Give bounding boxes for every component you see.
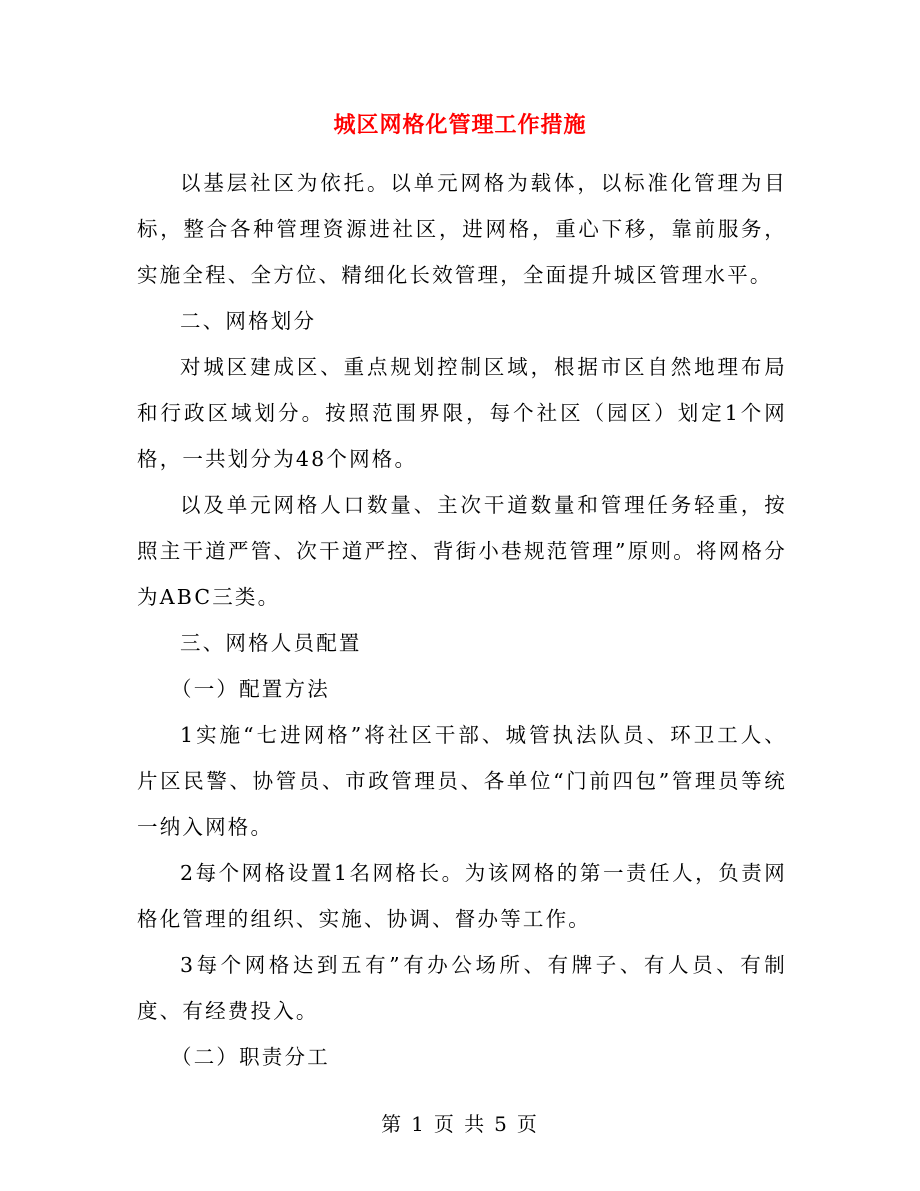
document-body xyxy=(137,160,787,1080)
heading-grid-division: 二、网格划分 xyxy=(180,309,317,333)
paragraph-grid-classification: 以及单元网格人口数量、主次干道数量和管理任务轻重，按照主干道严管、次干道严控、背街小巷规范管理”原则。将网格分为ABC三类。 xyxy=(137,493,787,609)
paragraph-item-2: 2每个网格设置1名网格长。为该网格的第一责任人，负责网格化管理的组织、实施、协调、督办等工作。 xyxy=(137,861,787,931)
paragraph-item-3: 3每个网格达到五有”有办公场所、有牌子、有人员、有制度、有经费投入。 xyxy=(137,953,787,1023)
footer-total-pages: 5 xyxy=(494,1112,509,1136)
footer-suffix: 页 xyxy=(516,1112,539,1136)
footer-prefix: 第 xyxy=(381,1112,404,1136)
paragraph-grid-division: 对城区建成区、重点规划控制区域，根据市区自然地理布局和行政区域划分。按照范围界限，每个社区（园区）划定1个网格，一共划分为48个网格。 xyxy=(137,355,787,471)
document-title: 城区网格化管理工作措施 xyxy=(333,112,587,138)
footer-current-page: 1 xyxy=(411,1112,426,1136)
subheading-configuration-method: （一）配置方法 xyxy=(171,677,330,701)
page-footer xyxy=(0,1108,920,1137)
paragraph-intro: 以基层社区为依托。以单元网格为载体，以标准化管理为目标，整合各种管理资源进社区，进网格，重心下移，靠前服务，实施全程、全方位、精细化长效管理，全面提升城区管理水平。 xyxy=(137,171,787,287)
subheading-responsibilities: （二）职责分工 xyxy=(171,1045,330,1069)
paragraph-item-1: 1实施“七进网格”将社区干部、城管执法队员、环卫工人、片区民警、协管员、市政管理员、各单位“门前四包”管理员等统一纳入网格。 xyxy=(137,723,787,839)
footer-middle: 页 共 xyxy=(433,1112,487,1136)
heading-grid-staffing: 三、网格人员配置 xyxy=(180,631,362,655)
